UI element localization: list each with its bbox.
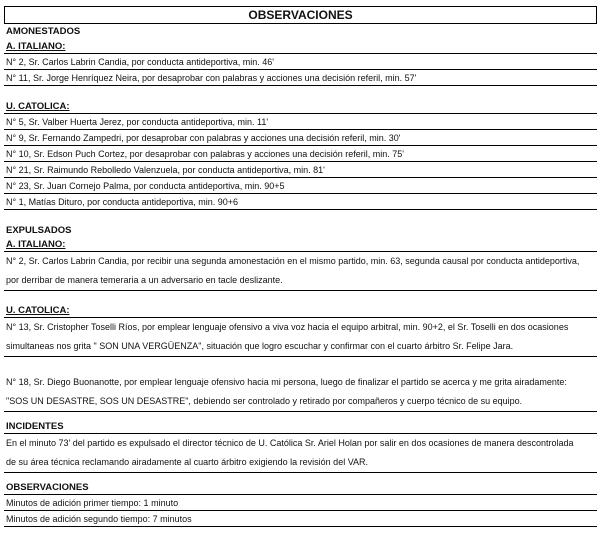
expulsion-entry bbox=[4, 373, 597, 412]
table-row: Minutos de adición segundo tiempo: 7 minutos bbox=[4, 511, 597, 527]
table-row: N° 11, Sr. Jorge Henríquez Neira, por desaprobar con palabras y acciones una decisión referil, min. 57' bbox=[4, 70, 597, 86]
incidente-line: En el minuto 73' del partido es expulsado el director técnico de U. Católica Sr. Ariel Holan por salir en dos ocasiones de manera descontrolada bbox=[6, 438, 574, 448]
spacer bbox=[4, 291, 597, 304]
incidentes-heading: INCIDENTES bbox=[4, 420, 597, 434]
expulsados-team-catolica: U. CATOLICA: bbox=[4, 304, 597, 318]
table-row: N° 2, Sr. Carlos Labrin Candia, por conducta antideportiva, min. 46' bbox=[4, 54, 597, 70]
document-title: OBSERVACIONES bbox=[4, 6, 597, 24]
amonestados-team-catolica: U. CATOLICA: bbox=[4, 100, 597, 114]
spacer bbox=[4, 210, 597, 224]
expulsados-team-italiano: A. ITALIANO: bbox=[4, 238, 597, 252]
table-row: N° 10, Sr. Edson Puch Cortez, por desaprobar con palabras y acciones una decisión referil, min. 75' bbox=[4, 146, 597, 162]
amonestados-team-italiano: A. ITALIANO: bbox=[4, 40, 597, 54]
expulsados-heading: EXPULSADOS bbox=[6, 225, 72, 236]
expulsion-line: N° 18, Sr. Diego Buonanotte, por emplear lenguaje ofensivo hacia mi persona, luego de finalizar el partido se acerca y me grita airadamente: bbox=[6, 377, 567, 387]
expulsion-line: por derribar de manera temeraria a un adversario en tacle deslizante. bbox=[6, 275, 283, 285]
table-row: N° 21, Sr. Raimundo Rebolledo Valenzuela, por conducta antideportiva, min. 81' bbox=[4, 162, 597, 178]
table-row: Minutos de adición primer tiempo: 1 minuto bbox=[4, 495, 597, 511]
expulsion-entry bbox=[4, 318, 597, 357]
table-row: N° 5, Sr. Valber Huerta Jerez, por conducta antideportiva, min. 11' bbox=[4, 114, 597, 130]
spacer bbox=[4, 86, 597, 100]
table-row: N° 9, Sr. Fernando Zampedri, por desaprobar con palabras y acciones una decisión referil, min. 30' bbox=[4, 130, 597, 146]
expulsion-line: N° 13, Sr. Cristopher Toselli Ríos, por emplear lenguaje ofensivo a viva voz hacia el equipo arbitral, min. 90+2, el Sr. Toselli en dos ocasiones bbox=[6, 322, 569, 332]
spacer bbox=[4, 412, 597, 420]
incidente-line: de su área técnica reclamando airadamente al cuarto árbitro exigiendo la revisión del VAR. bbox=[6, 457, 369, 467]
expulsion-line: simultaneas nos grita " SON UNA VERGÜENZA", situación que logro escuchar y confirmar con el cuarto árbitro Sr. Felipe Jara. bbox=[6, 341, 514, 351]
spacer bbox=[4, 473, 597, 481]
expulsion-line: "SOS UN DESASTRE, SOS UN DESASTRE", debiendo ser controlado y retirado por compañeros y cuerpo técnico de su equipo. bbox=[6, 396, 523, 406]
spacer bbox=[4, 357, 597, 373]
table-row: N° 23, Sr. Juan Cornejo Palma, por conducta antideportiva, min. 90+5 bbox=[4, 178, 597, 194]
expulsion-entry bbox=[4, 252, 597, 291]
incidentes-text bbox=[4, 434, 597, 473]
table-row: N° 1, Matías Dituro, por conducta antideportiva, min. 90+6 bbox=[4, 194, 597, 210]
amonestados-heading: AMONESTADOS bbox=[6, 26, 81, 37]
observaciones-document bbox=[4, 6, 597, 527]
expulsion-line: N° 2, Sr. Carlos Labrin Candia, por recibir una segunda amonestación en el mismo partido, min. 63, segunda causal por conducta antideportiva, bbox=[6, 256, 580, 266]
observaciones-heading: OBSERVACIONES bbox=[4, 481, 597, 495]
